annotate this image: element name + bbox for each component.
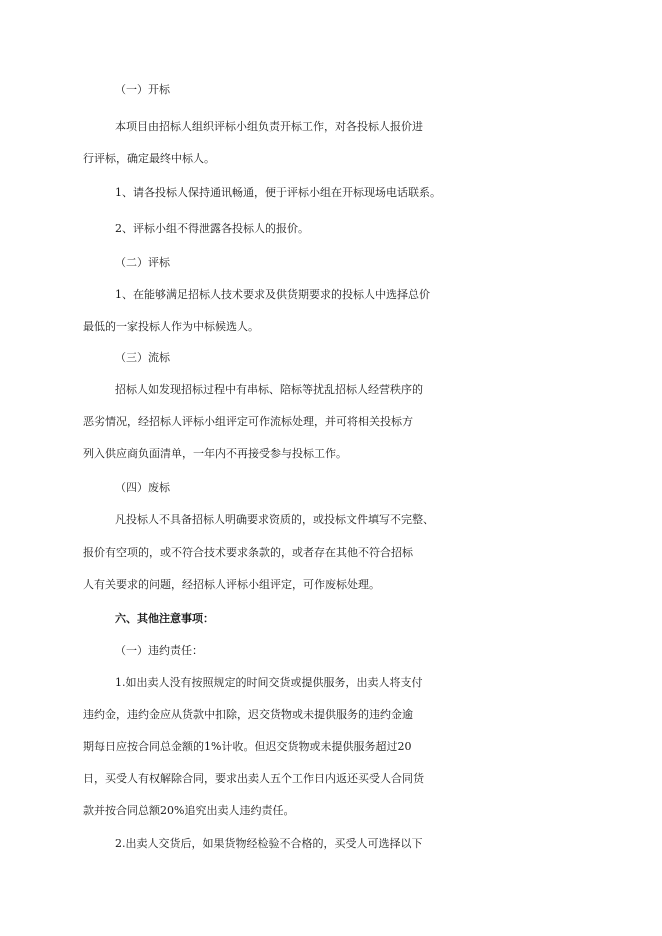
paragraph-line: 违约金，违约金应从货款中扣除，迟交货物或未提供服务的违约金逾	[83, 708, 413, 721]
paragraph-line: 2、评标小组不得泄露各投标人的报价。	[115, 222, 309, 235]
paragraph-line: 恶劣情况，经招标人评标小组评定可作流标处理，并可将相关投标方	[83, 415, 413, 428]
paragraph-line: 报价有空项的，或不符合技术要求条款的，或者存在其他不符合招标	[83, 546, 413, 559]
heading-opening: （一）开标	[115, 83, 170, 96]
heading-breach-liability: （一）违约责任：	[115, 644, 203, 657]
paragraph-line: 本项目由招标人组织评标小组负责开标工作，对各投标人报价进	[115, 120, 423, 133]
paragraph-line: 期每日应按合同总金额的1%计收。但迟交货物或未提供服务超过20	[83, 740, 412, 753]
heading-evaluation: （二）评标	[115, 256, 170, 269]
paragraph-line: 行评标，确定最终中标人。	[83, 152, 215, 165]
paragraph-line: 1.如出卖人没有按照规定的时间交货或提供服务，出卖人将支付	[115, 676, 423, 689]
paragraph-line: 2.出卖人交货后，如果货物经检验不合格的，买受人可选择以下	[115, 837, 423, 850]
paragraph-line: 招标人如发现招标过程中有串标、陪标等扰乱招标人经营秩序的	[115, 383, 423, 396]
paragraph-line: 列入供应商负面清单，一年内不再接受参与投标工作。	[83, 447, 347, 460]
paragraph-line: 人有关要求的问题，经招标人评标小组评定，可作废标处理。	[83, 578, 380, 591]
paragraph-line: 1、请各投标人保持通讯畅通，便于评标小组在开标现场电话联系。	[115, 186, 441, 199]
paragraph-line: 日，买受人有权解除合同，要求出卖人五个工作日内返还买受人合同货	[83, 772, 424, 785]
section-heading-other-notes: 六、其他注意事项：	[115, 612, 214, 625]
paragraph-line: 凡投标人不具备招标人明确要求资质的，或投标文件填写不完整、	[115, 513, 434, 526]
paragraph-line: 款并按合同总额20%追究出卖人违约责任。	[83, 804, 295, 817]
paragraph-line: 1、在能够满足招标人技术要求及供货期要求的投标人中选择总价	[115, 288, 430, 301]
paragraph-line: 最低的一家投标人作为中标候选人。	[83, 320, 259, 333]
heading-failed-bid: （三）流标	[115, 351, 170, 364]
heading-void-bid: （四）废标	[115, 481, 170, 494]
